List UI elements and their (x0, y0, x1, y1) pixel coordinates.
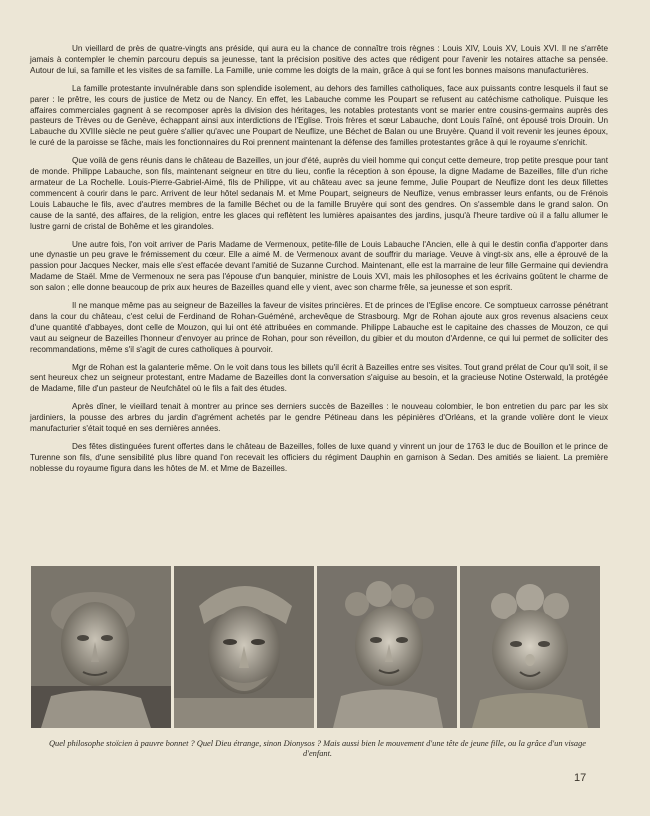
paragraph-8: Des fêtes distinguées furent offertes dans le château de Bazeilles, folles de luxe quand y vinrent un jour de 1763 le duc de Bouillon et le prince de Turenne son fils, d'une sensibilité plus libre quand l'on recevait les officiers du régiment Dauphin en garnison à Sedan. Des amitiés se liaient. La première noblesse du royaume figura dans les hôtes de M. et Mme de Bazeilles. (30, 442, 608, 473)
photo-caption: Quel philosophe stoïcien à pauvre bonnet ? Quel Dieu étrange, sinon Dionysos ? Mais aussi bien le mouvement d'une tête de jeune fille, ou la grâce d'un visage d'enfant. (48, 739, 587, 758)
paragraph-6: Mgr de Rohan est la galanterie même. On le voit dans tous les billets qu'il écrit à Bazeilles entre ses visites. Tout grand prélat de Cour qu'il soit, il se sent heureux chez un seigneur protestant, entre Madame de Bazeilles dont la conversation s'aiguise au besoin, et la gracieuse Notine Osterwald, la protégée de Madame, fille d'un pasteur de Neufchâtel où le fils a fait des études. (30, 362, 608, 394)
paragraph-7: Après dîner, le vieillard tenait à montrer au prince ses derniers succès de Bazeilles : le nouveau colombier, le bon entretien du parc par les six jardiniers, la pousse des arbres du jardin d'agrément achetés par le gendre Pétineau dans les pépinières d'Orléans, et la grande volière dont le vieux manufacturier s'était toqué en ses dernières années. (30, 402, 608, 434)
photo-young-girl-head (317, 566, 457, 728)
photo-dionysos-head (174, 566, 314, 728)
paragraph-2: La famille protestante invulnérable dans son splendide isolement, au dehors des familles catholiques, face aux puissants contre lesquels il faut se parer : le prêtre, les cours de justice de Metz ou de Nancy. En effet, les Labauche comme les Poupart se refusent au catéchisme catholique. Puisque les affaires commerciales gagnent à se recomposer après la division des héritages, les notables protestants vont se marier entre cousins-germains auprès des pasteurs de Trèves ou de Genève, échappant ainsi aux interdictions de l'Eglise. Trois frères et sœur Labauche, dont Louis l'aîné, ont épousé trois Drouin. Un Labauche du XVIIIe siècle ne peut guère s'allier qu'avec une Poupart de Neuflize, une Béchet de Balan ou une Bruyère. Quand il voit revenir les jeunes époux, le curé de la paroisse se fâche, mais les fonctionnaires du Roi prennent maintenant la défense des familles protestantes grâce à qui le royaume s'enrichit. (30, 83, 608, 148)
article-body (30, 44, 608, 482)
photo-child-head (460, 566, 600, 728)
paragraph-1: Un vieillard de près de quatre-vingts ans préside, qui aura eu la chance de connaître trois règnes : Louis XIV, Louis XV, Louis XVI. Il ne s'arrête jamais à contempler le chemin parcouru depuis sa jeunesse, tant la précision positive des actes que rédigent pour l'avenir les notaires attache sa pensée. Autour de lui, sa famille et les visites de sa famille. La Famille, unie comme les doigts de la main, grâce à qui se font les bonnes maisons manufacturières. (30, 44, 608, 75)
sculpture-photo-strip (31, 566, 600, 728)
page-number: 17 (574, 772, 587, 784)
photo-philosopher-head (31, 566, 171, 728)
paragraph-4: Une autre fois, l'on voit arriver de Paris Madame de Vermenoux, petite-fille de Louis Labauche l'Ancien, elle à qui le destin confia d'apporter dans une dynastie un peu grave le frémissement du cœur. Elle a aimé M. de Vermenoux avant de souffrir du mariage. Veuve à vingt-six ans, elle a éprouvé de la passion pour Jacques Necker, mais elle s'est effacée devant l'amitié de Suzanne Curchod. Maintenant, elle est la marraine de leur fille Germaine qui deviendra Madame de Staël. Mme de Vermenoux ne sera pas l'épouse d'un banquier, ministre de Louis XVI, mais les philosophes et les écrivains goûtent le charme de son salon ; elle donne beaucoup de prix aux heures de Bazeilles quand elle y vient, avec son charme frêle, sa jeunesse et son esprit. (30, 239, 608, 293)
paragraph-5: Il ne manque même pas au seigneur de Bazeilles la faveur de visites princières. Et de princes de l'Eglise encore. Ce somptueux carrosse pénétrant dans la cour du château, c'est celui de Ferdinand de Rohan-Guéméné, archevêque de Strasbourg. Mgr de Rohan ajoute aux gros revenus alsaciens ceux d'une quantité d'abbayes, dont celle de Mouzon, qui lui ont été attribuées en commande. Philippe Labauche est le capitaine des chasses de Mouzon, ce qui vaut au seigneur de Bazeilles l'honneur d'envoyer au prince de Rohan, pour son réveillon, du gibier et du mouton d'Ardenne, ce qui lui permet de solliciter des recommandations, même s'il s'agit de cures catholiques à pourvoir. (30, 301, 608, 354)
paragraph-3: Que voilà de gens réunis dans le château de Bazeilles, un jour d'été, auprès du vieil homme qui conçut cette demeure, trop petite presque pour tant de monde. Philippe Labauche, son fils, maintenant seigneur en titre du lieu, confie la réception à son épouse, la digne Madame de Bazeilles, fille d'un riche armateur de La Rochelle. Louis-Pierre-Gabriel-Aimé, fils de Philippe, vit au château avec sa jeune femme, Julie Poupart de Neuflize dont les deux fillettes commencent à courir dans le parc. Arrivent de leur hôtel sedanais M. et Mme Poupart, seigneurs de Neuflize, venus embrasser leurs enfants, ou de Frénois Louis Labauche le fils, avec d'autres membres de la famille Béchet ou de la famille Bruyère qui sont des gendres. On s'assemble dans le grand salon. On cause de la santé, des affaires, de la religion, entre les glaces qui reflètent les lumières apaisantes des jardins, jusqu'à l'heure tardive où il a fallu allumer le lustre garni de cristal de Bohême et les girandoles. (30, 156, 608, 231)
